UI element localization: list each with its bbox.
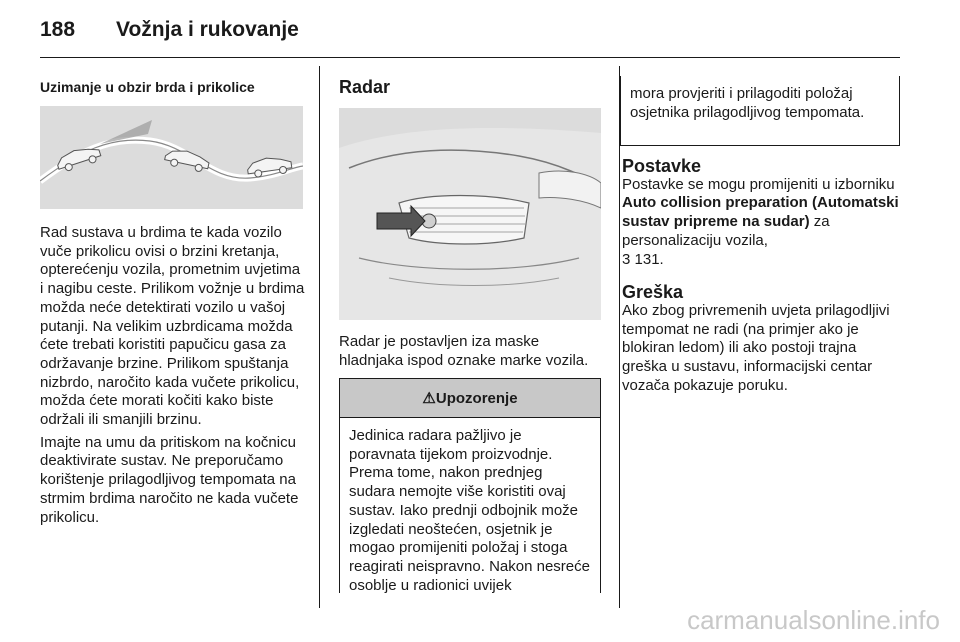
column-1-text: [40, 224, 306, 527]
hills-illustration: [40, 106, 303, 209]
radar-title: Radar: [339, 77, 391, 97]
warning-icon: ⚠: [422, 390, 436, 407]
radar-illustration: [339, 108, 601, 320]
warning-body: Jedinica radara pažljivo je poravnata tijekom proizvodnje. Prema tome, nakon prednjeg sudara nemojte više koristiti ovaj sustav. Iako prednji odbojnik može izgledati neoštećen, osjetnik je mogao promijeniti položaj i stoga reagirati neispravno. Nakon nesreće osoblje u radionici uvijek: [349, 427, 590, 594]
warning-box: [339, 378, 601, 593]
column-3-text: [622, 157, 902, 395]
settings-menu-name: Auto collision preparation (Automatski sustav pripreme na sudar): [622, 194, 899, 231]
settings-page-ref[interactable]: 3 131.: [622, 250, 664, 268]
warning-continued-box: [620, 76, 900, 146]
warning-header: [340, 379, 600, 418]
hills-paragraph-2: Imajte na umu da pritiskom na kočnicu deaktivirate sustav. Ne preporučamo korištenje prilagodljivog tempomata na strmim brdima naročito ne kada vučete prikolicu.: [40, 433, 299, 526]
page-header: [40, 18, 299, 48]
settings-paragraph: [622, 176, 902, 270]
settings-text-post: za personalizaciju vozila,: [622, 213, 830, 249]
hills-trailer-subheading: Uzimanje u obzir brda i prikolice: [40, 79, 255, 95]
column-divider-1: [319, 66, 320, 608]
chapter-title: Vožnja i rukovanje: [116, 18, 299, 41]
page-number: 188: [40, 18, 76, 41]
hills-cars-icon: [40, 106, 303, 209]
car-front-radar-icon: [339, 108, 601, 320]
column-divider-2: [619, 66, 620, 608]
settings-text-pre: Postavke se mogu promijeniti u izborniku: [622, 175, 895, 193]
radar-paragraph: Radar je postavljen iza maske hladnjaka ispod oznake marke vozila.: [339, 333, 589, 369]
warning-title: Upozorenje: [435, 389, 518, 407]
fault-paragraph: Ako zbog privremenih uvjeta prilagodljivi tempomat ne radi (na primjer ako je blokiran ledom) ili ako postoji trajna greška u sustavu, informacijski centar vozača pokazuje poruku.: [622, 301, 890, 394]
settings-title: Postavke: [622, 156, 702, 176]
hills-paragraph-1: Rad sustava u brdima te kada vozilo vuče prikolicu ovisi o brzini kretanja, opterećenju vozila, prometnim uvjetima i nagibu ceste. Prilikom vožnje u brdima možda neće detektirati vozilo u vašoj putanji. Na velikim uzbrdicama možda ćete trebati koristiti papučicu gasa za održavanje brzine. Prilikom spuštanja nizbrdo, naročito kada vučete prikolicu, možda ćete morati kočiti kako biste održali ili smanjili brzinu.: [40, 224, 305, 429]
header-rule: [40, 57, 900, 58]
watermark: carmanualsonline.info: [687, 605, 940, 635]
warning-continued-text: mora provjeriti i prilagoditi položaj osjetnika prilagodljivog tempomata.: [630, 85, 865, 121]
fault-title: Greška: [622, 282, 684, 303]
